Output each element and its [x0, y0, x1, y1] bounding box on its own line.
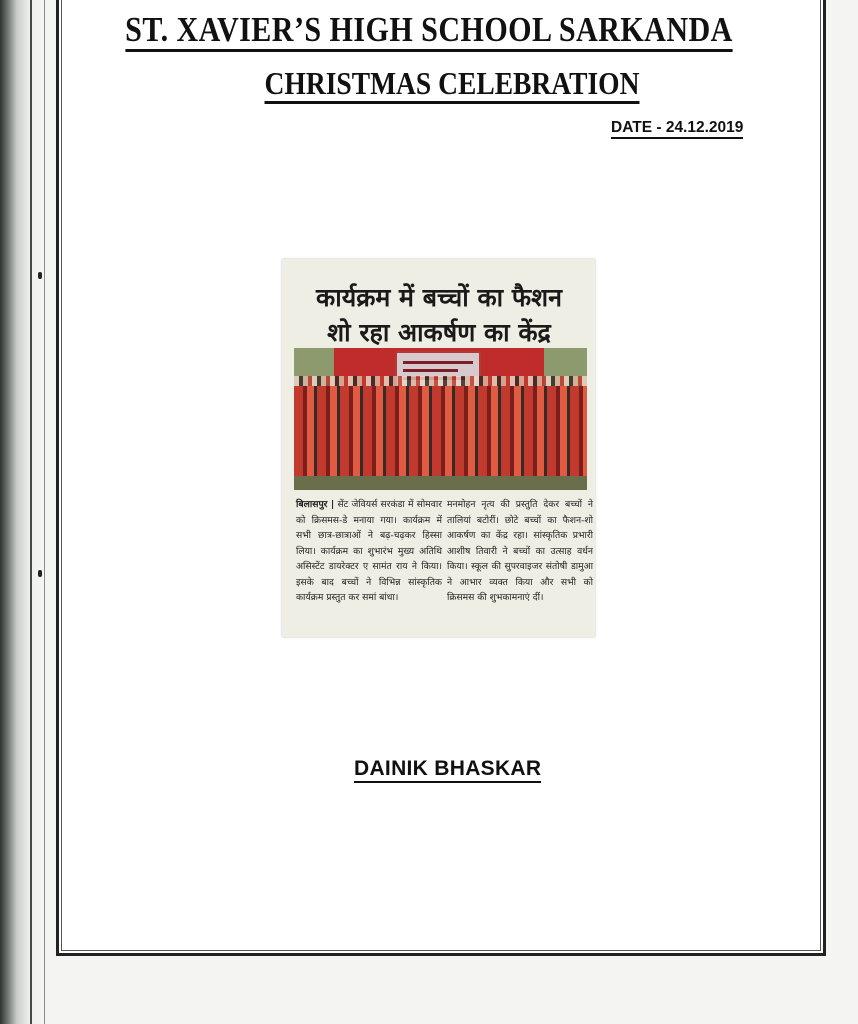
event-title: CHRISTMAS CELEBRATION	[63, 65, 840, 102]
column-1-text: सेंट जेवियर्स सरकंडा में सोमवार को क्रिसमस-डे मनाया गया। कार्यक्रम में सभी छात्र-छात्राओं ने बढ़-चढ़कर हिस्सा लिया। कार्यक्रम का शुभारंभ मुख्य अतिथि असिस्टेंट डायरेक्टर ए सामंत राय ने किया। इसके बाद बच्चों ने विभिन्न सांस्कृतिक कार्यक्रम प्रस्तुत कर समां बांधा।	[296, 499, 442, 603]
school-name: ST. XAVIER’S HIGH SCHOOL SARKANDA	[60, 10, 798, 50]
newspaper-source: DAINIK BHASKAR	[354, 757, 541, 783]
group-photo	[294, 348, 587, 490]
article-column-1	[296, 497, 442, 606]
crowd-front-row	[294, 386, 587, 490]
binder-line	[44, 0, 45, 1024]
punch-hole	[38, 570, 42, 577]
binder-line	[30, 0, 32, 1024]
binder-edge	[0, 0, 42, 1024]
clipping-headline	[289, 280, 589, 350]
column-2-text: मनमोहन नृत्य की प्रस्तुति देकर बच्चों ने तालियां बटोरीं। छोटे बच्चों का फैशन-शो आकर्षण का केंद्र रहा। सांस्कृतिक प्रभारी आशीष तिवारी ने बच्चों का उत्साह वर्धन किया। स्कूल की सुपरवाइजर संतोषी डामुआ ने आभार व्यक्त किया और सभी को क्रिसमस की शुभकामनाएं दीं।	[447, 499, 593, 603]
headline-line-2: शो रहा आकर्षण का केंद्र	[327, 318, 551, 347]
punch-hole	[38, 272, 42, 279]
dateline: बिलासपुर |	[296, 499, 335, 510]
article-column-2	[447, 497, 593, 606]
headline-line-1: कार्यक्रम में बच्चों का फैशन	[316, 283, 562, 312]
event-date: DATE - 24.12.2019	[611, 119, 743, 139]
ground	[294, 476, 587, 490]
